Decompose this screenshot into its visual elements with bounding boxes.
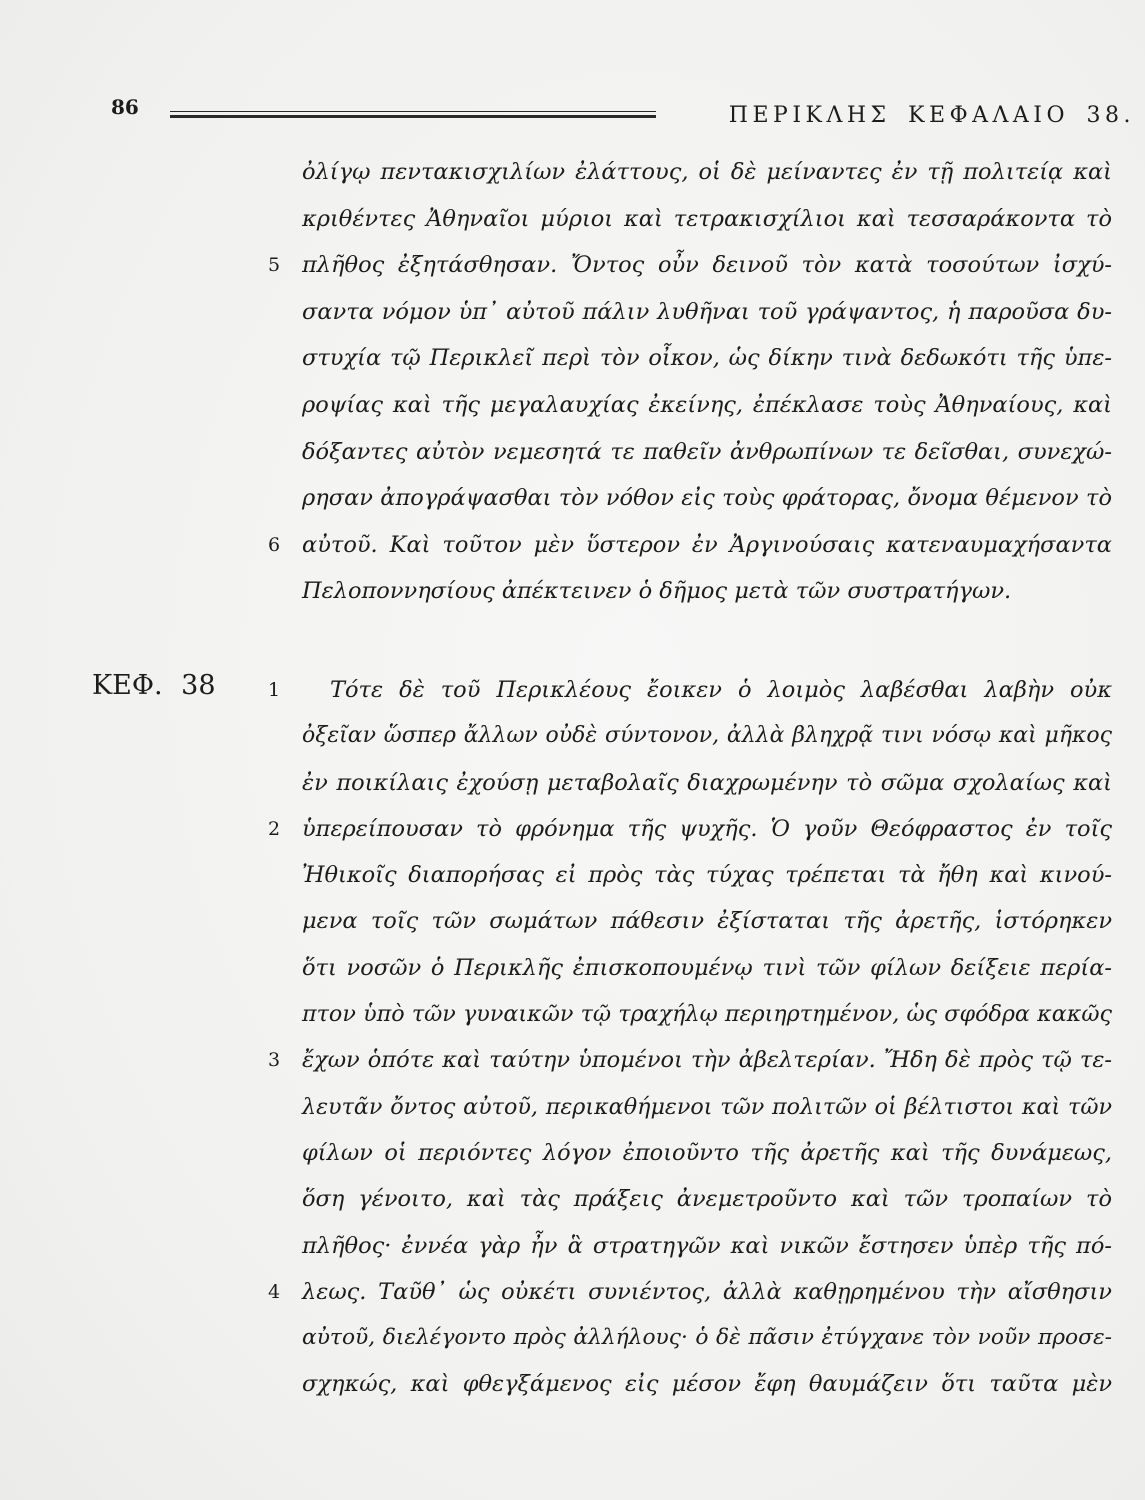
running-header: ΠΕΡΙΚΛΗΣ ΚΕΦΑΛΑΙΟ 38. bbox=[728, 103, 1135, 128]
line-text: δόξαντες αὐτὸν νεμεσητά τε παθεῖν ἀνθρωπίνων τε δεῖσθαι, συνεχώ- bbox=[302, 438, 1112, 465]
text-line bbox=[302, 1176, 1112, 1222]
line-text: ἔχων ὁπότε καὶ ταύτην ὑπομένοι τὴν ἀβελτερίαν. Ἤδη δὲ πρὸς τῷ τε- bbox=[302, 1047, 1112, 1074]
text-line bbox=[302, 289, 1112, 336]
line-text: ἐν ποικίλαις ἐχούσῃ μεταβολαῖς διαχρωμένην τὸ σῶμα σχολαίως καὶ bbox=[302, 769, 1112, 796]
text-line bbox=[302, 760, 1112, 806]
text-line bbox=[302, 196, 1112, 243]
line-number: 6 bbox=[268, 533, 281, 556]
line-number: 1 bbox=[268, 679, 281, 701]
line-text: Τότε δὲ τοῦ Περικλέους ἔοικεν ὁ λοιμὸς λαβέσθαι λαβὴν οὐκ bbox=[330, 677, 1112, 703]
text-line bbox=[302, 1130, 1112, 1176]
line-text: μενα τοῖς τῶν σωμάτων πάθεσιν ἐξίσταται τῆς ἀρετῆς, ἱστόρηκεν bbox=[302, 908, 1112, 935]
text-line bbox=[268, 242, 1112, 289]
line-text: πτον ὑπὸ τῶν γυναικῶν τῷ τραχήλῳ περιηρτημένον, ὡς σφόδρα κακῶς bbox=[302, 1001, 1112, 1028]
line-number: 5 bbox=[268, 254, 281, 277]
text-line bbox=[302, 898, 1112, 944]
line-text: αὐτοῦ, διελέγοντο πρὸς ἀλλήλους· ὁ δὲ πᾶσιν ἐτύγχανε τὸν νοῦν προσε- bbox=[302, 1325, 1112, 1351]
line-text: σαντα νόμον ὑπ᾽ αὐτοῦ πάλιν λυθῆναι τοῦ γράψαντος, ἡ παροῦσα δυ- bbox=[302, 298, 1112, 325]
line-text: ροψίας καὶ τῆς μεγαλαυχίας ἐκείνης, ἐπέκλασε τοὺς Ἀθηναίους, καὶ bbox=[302, 391, 1112, 418]
text-line bbox=[302, 568, 1112, 615]
text-line bbox=[302, 1223, 1112, 1269]
line-text: ὀξεῖαν ὥσπερ ἄλλων οὐδὲ σύντονον, ἀλλὰ βληχρᾷ τινι νόσῳ καὶ μῆκος bbox=[302, 723, 1112, 749]
text-line bbox=[302, 429, 1112, 476]
line-text: πλῆθος ἐξητάσθησαν. Ὄντος οὖν δεινοῦ τὸν κατὰ τοσούτων ἰσχύ- bbox=[302, 252, 1112, 279]
text-line bbox=[268, 522, 1112, 569]
text-line bbox=[268, 1269, 1112, 1315]
text-line bbox=[302, 945, 1112, 991]
text-line bbox=[302, 1315, 1112, 1361]
line-number: 4 bbox=[268, 1280, 281, 1303]
line-text: πλῆθος· ἐννέα γὰρ ἦν ἃ στρατηγῶν καὶ νικῶν ἔστησεν ὑπὲρ τῆς πό- bbox=[302, 1232, 1112, 1259]
chapter-38-text bbox=[268, 667, 1112, 1408]
line-text: σχηκώς, καὶ φθεγξάμενος εἰς μέσον ἔφη θαυμάζειν ὅτι ταῦτα μὲν bbox=[302, 1371, 1112, 1398]
text-line bbox=[268, 806, 1112, 852]
line-text: ὑπερείπουσαν τὸ φρόνημα τῆς ψυχῆς. Ὁ γοῦν Θεόφραστος ἐν τοῖς bbox=[302, 815, 1112, 842]
line-text: ὅτι νοσῶν ὁ Περικλῆς ἐπισκοπουμένῳ τινὶ τῶν φίλων δείξειε περία- bbox=[302, 954, 1112, 981]
chapter-label: ΚΕΦ. 38 bbox=[92, 670, 216, 701]
text-line bbox=[302, 852, 1112, 898]
line-text: λευτᾶν ὄντος αὐτοῦ, περικαθήμενοι τῶν πολιτῶν οἱ βέλτιστοι καὶ τῶν bbox=[302, 1093, 1112, 1120]
chapter-37-ending bbox=[268, 149, 1112, 615]
line-text: φίλων οἱ περιόντες λόγον ἐποιοῦντο τῆς ἀρετῆς καὶ τῆς δυνάμεως, bbox=[302, 1139, 1112, 1166]
text-line bbox=[302, 382, 1112, 429]
line-text: ρησαν ἀπογράψασθαι τὸν νόθον εἰς τοὺς φράτορας, ὄνομα θέμενον τὸ bbox=[302, 485, 1112, 512]
line-number: 3 bbox=[268, 1049, 281, 1072]
text-line bbox=[302, 149, 1112, 196]
page-number: 86 bbox=[111, 95, 139, 119]
line-text: στυχία τῷ Περικλεῖ περὶ τὸν οἶκον, ὡς δίκην τινὰ δεδωκότι τῆς ὑπε- bbox=[302, 345, 1112, 372]
line-text: ὅση γένοιτο, καὶ τὰς πράξεις ἀνεμετροῦντο καὶ τῶν τροπαίων τὸ bbox=[302, 1186, 1112, 1213]
line-text: Ἠθικοῖς διαπορήσας εἰ πρὸς τὰς τύχας τρέπεται τὰ ἤθη καὶ κινού- bbox=[302, 862, 1112, 889]
text-line bbox=[302, 1084, 1112, 1130]
text-line bbox=[302, 713, 1112, 759]
line-text: ὀλίγῳ πεντακισχιλίων ἐλάττους, οἱ δὲ μείναντες ἐν τῇ πολιτείᾳ καὶ bbox=[302, 159, 1112, 185]
text-line bbox=[268, 1037, 1112, 1083]
line-text: αὐτοῦ. Καὶ τοῦτον μὲν ὕστερον ἐν Ἀργινούσαις κατεναυμαχήσαντα bbox=[302, 531, 1112, 558]
line-number: 2 bbox=[268, 817, 281, 840]
text-line bbox=[302, 1361, 1112, 1407]
text-line bbox=[302, 335, 1112, 382]
line-text: λεως. Ταῦθ᾽ ὡς οὐκέτι συνιέντος, ἀλλὰ καθῃρημένου τὴν αἴσθησιν bbox=[302, 1278, 1112, 1305]
text-line bbox=[302, 475, 1112, 522]
text-line bbox=[268, 667, 1112, 713]
header-rule bbox=[170, 111, 656, 118]
line-text: Πελοποννησίους ἀπέκτεινεν ὁ δῆμος μετὰ τῶν συστρατήγων. bbox=[302, 578, 1012, 605]
line-text: κριθέντες Ἀθηναῖοι μύριοι καὶ τετρακισχίλιοι καὶ τεσσαράκοντα τὸ bbox=[302, 205, 1112, 232]
text-line bbox=[302, 991, 1112, 1037]
